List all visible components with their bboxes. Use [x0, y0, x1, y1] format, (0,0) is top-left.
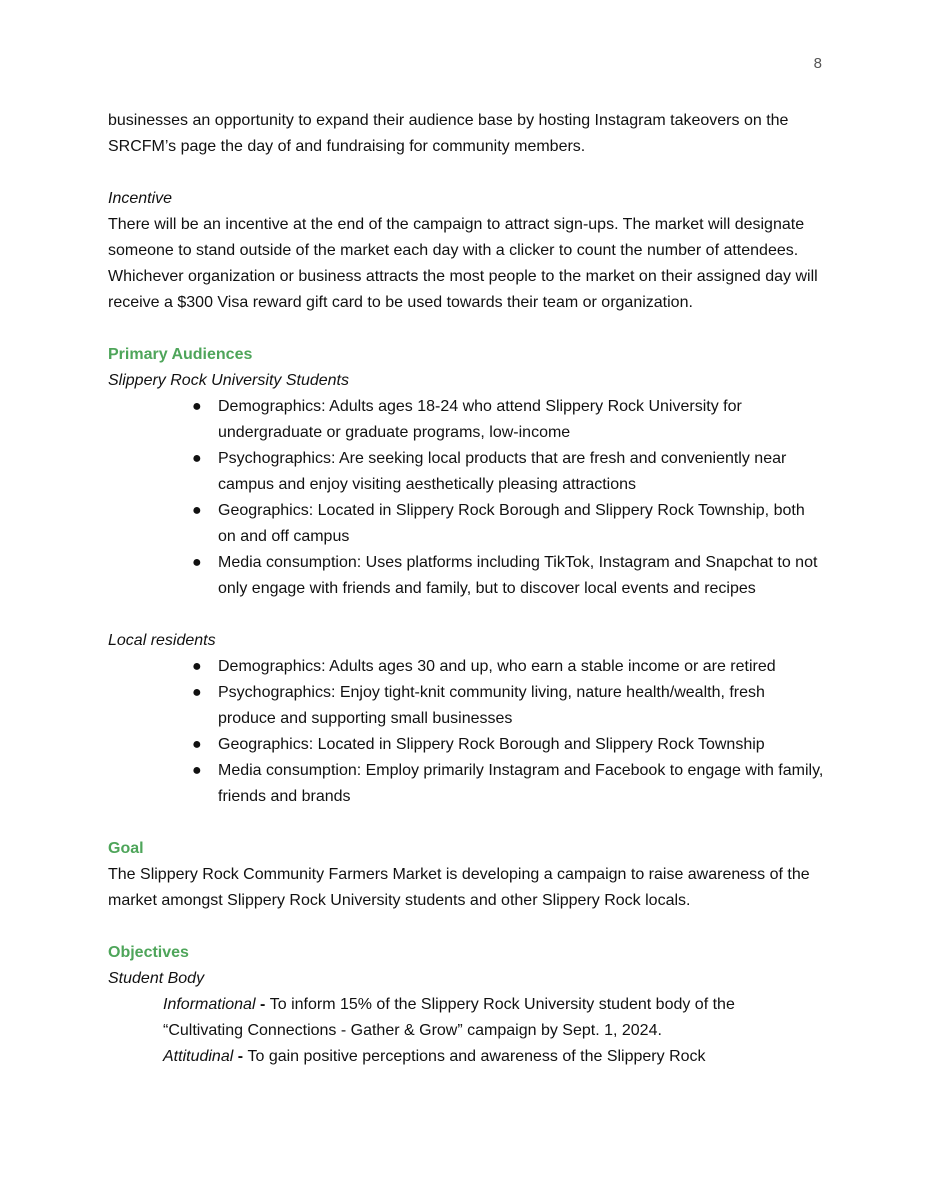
list-item-text: Media consumption: Employ primarily Instagram and Facebook to engage with family, friends and brands [218, 762, 824, 805]
goal-section [108, 836, 838, 914]
audience-group-title: Slippery Rock University Students [108, 372, 349, 389]
bullet-icon: ● [192, 398, 202, 415]
list-item [108, 446, 826, 498]
bullet-icon: ● [192, 658, 202, 675]
list-item-text: Demographics: Adults ages 18-24 who attend Slippery Rock University for undergraduate or graduate programs, low-income [218, 398, 742, 441]
intro-paragraph: businesses an opportunity to expand their audience base by hosting Instagram takeovers on the SRCFM’s page the day of and fundraising for community members. [108, 112, 789, 155]
list-item [108, 498, 814, 550]
list-item [108, 394, 826, 446]
list-item-text: Media consumption: Uses platforms including TikTok, Instagram and Snapchat to not only engage with friends and family, but to discover local events and recipes [218, 554, 818, 597]
goal-heading: Goal [108, 840, 144, 857]
bullet-icon: ● [192, 502, 202, 519]
list-item [108, 550, 838, 602]
incentive-title: Incentive [108, 190, 173, 207]
objectives-subheading: Student Body [108, 970, 205, 987]
objectives-section [108, 940, 838, 1070]
list-item [108, 732, 838, 758]
objective-separator: - [233, 1048, 248, 1065]
audience-group-title: Local residents [108, 632, 216, 649]
list-item-text: Psychographics: Enjoy tight-knit community living, nature health/wealth, fresh produce and supporting small businesses [218, 684, 765, 727]
bullet-icon: ● [192, 450, 202, 467]
incentive-body: There will be an incentive at the end of the campaign to attract sign-ups. The market will designate someone to stand outside of the market each day with a clicker to count the number of attendees. Whichever organization or business attracts the most people to the market on their assigned day will receive a $300 Visa reward gift card to be used towards their team or organization. [108, 216, 818, 311]
bullet-icon: ● [192, 684, 202, 701]
objective-item [108, 1044, 753, 1070]
list-item-text: Psychographics: Are seeking local products that are fresh and conveniently near campus and enjoy visiting aesthetically pleasing attractions [218, 450, 787, 493]
primary-audiences-heading: Primary Audiences [108, 346, 253, 363]
objective-text: To gain positive perceptions and awareness of the Slippery Rock [247, 1048, 706, 1065]
list-item-text: Demographics: Adults ages 30 and up, who earn a stable income or are retired [218, 658, 776, 675]
objective-item [108, 992, 753, 1044]
objective-label: Attitudinal [163, 1048, 234, 1065]
document-body [108, 108, 838, 1070]
bullet-icon: ● [192, 762, 202, 779]
audience-list-residents [108, 654, 838, 810]
bullet-icon: ● [192, 554, 202, 571]
objective-text: To inform 15% of the Slippery Rock University student body of the “Cultivating Connections - Gather & Grow” campaign by Sept. 1, 2024. [163, 996, 735, 1039]
list-item-text: Geographics: Located in Slippery Rock Borough and Slippery Rock Township [218, 736, 765, 753]
incentive-section [108, 186, 838, 316]
primary-audiences-section [108, 342, 838, 810]
objectives-heading: Objectives [108, 944, 189, 961]
list-item [108, 680, 824, 732]
page-number: 8 [813, 55, 822, 72]
list-item-text: Geographics: Located in Slippery Rock Borough and Slippery Rock Township, both on and off campus [218, 502, 805, 545]
list-item [108, 758, 824, 810]
objective-separator: - [255, 996, 270, 1013]
list-item [108, 654, 828, 680]
goal-body: The Slippery Rock Community Farmers Market is developing a campaign to raise awareness of the market amongst Slippery Rock University students and other Slippery Rock locals. [108, 866, 810, 909]
objective-label: Informational [163, 996, 256, 1013]
bullet-icon: ● [192, 736, 202, 753]
audience-list-students [108, 394, 838, 602]
